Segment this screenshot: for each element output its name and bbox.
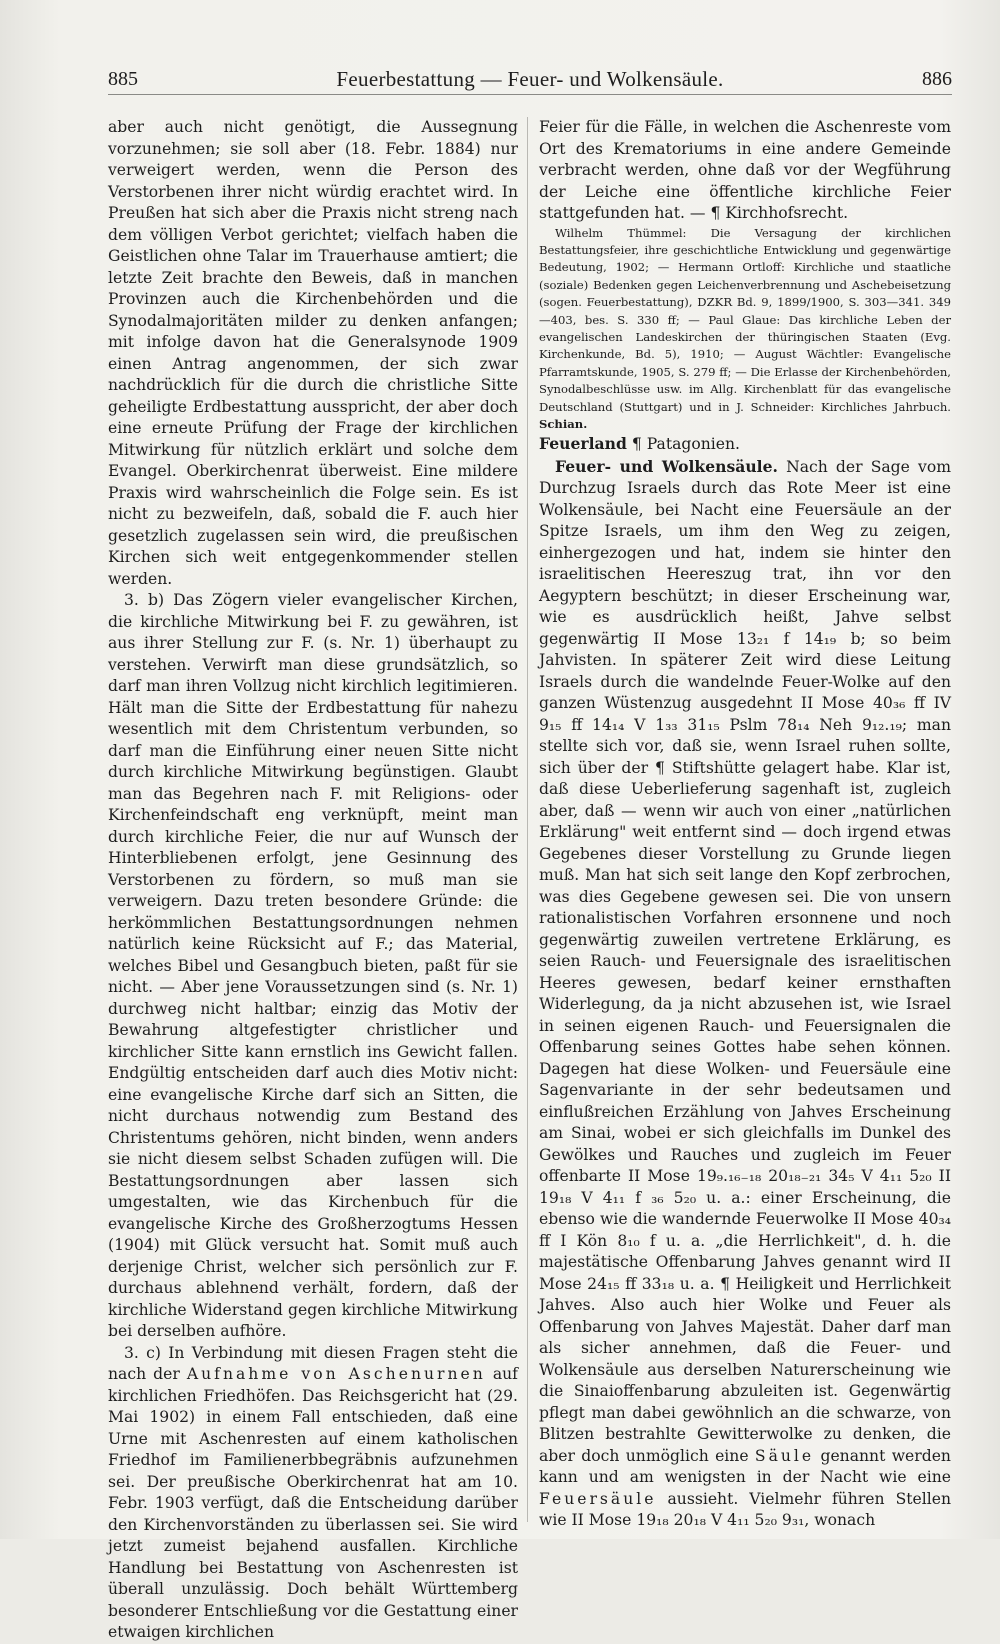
left-column xyxy=(108,117,518,1641)
spaced-term-saeule: Säule xyxy=(754,1446,815,1465)
literature-text: Wilhelm Thümmel: Die Versagung der kirchlichen Bestattungsfeier, ihre geschichtliche Entwicklung und gegenwärtige Bedeutung, 1902; — Hermann Ortloff: Kirchliche und staatliche (soziale) Bedenken gegen Leichenverbrennung und Aschebeisetzung (sogen. Feuerbestattung), DZKR Bd. 9, 1899/1900, S. 303—341. 349—403, bes. S. 330 ff; — Paul Glaue: Das kirchliche Leben der evangelischen Landeskirchen der thüringischen Staaten (Evg. Kirchenkunde, Bd. 5), 1910; — August Wächtler: Evangelische Pfarramtskunde, 1905, S. 279 ff; — Die Erlasse der Kirchenbehörden, Synodalbeschlüsse usw. im Allg. Kirchenblatt für das evangelische Deutschland (Stuttgart) und in J. Schneider: Kirchliches Jahrbuch. xyxy=(539,225,951,414)
paragraph-feier: Feier für die Fälle, in welchen die Aschenreste vom Ort des Krematoriums in eine andere Gemeinde verbracht werden, ohne daß vor der Wegführung der Leiche eine öffentliche kirchliche Feier stattgefunden hat. — ¶ Kirchhofsrecht. xyxy=(539,118,951,222)
entry-feuerland-head: Feuerland xyxy=(539,434,627,454)
running-header xyxy=(108,64,952,95)
paragraph-3c xyxy=(108,1343,518,1644)
entry-feuerland-ref: ¶ Patagonien. xyxy=(631,435,741,454)
entry-fws-head: Feuer- und Wolkensäule. xyxy=(555,456,778,476)
page-number-left: 885 xyxy=(108,67,138,90)
paragraph-3c-start: 3. c) In Verbindung mit diesen Fragen steht die nach der xyxy=(108,1343,518,1383)
entry-feuerland xyxy=(539,433,951,456)
literature-section xyxy=(539,225,951,434)
entry-feuer-und-wolkensaeule xyxy=(539,456,951,1532)
entry-fws-text2: genannt werden kann und am wenigsten in der Nacht wie eine xyxy=(539,1446,951,1487)
page-number-right: 886 xyxy=(921,67,952,90)
column-divider xyxy=(527,117,528,1522)
entry-fws-text: Nach der Sage vom Durchzug Israels durch das Rote Meer ist eine Wolkensäule, bei Nacht eine Feuersäule an der Spitze Israels, um ihm den Weg zu zeigen, einhergezogen und hat, indem sie hinter den israelitischen Heereszug trat, ihn vor den Aegyptern beschützt; in dieser Erscheinung war, wie es ausdrücklich heißt, Jahve selbst gegenwärtig II Mose 13₂₁ f 14₁₉ b; so beim Jahvisten. In späterer Zeit wird diese Leitung Israels durch die wandelnde Feuer-Wolke auf den ganzen Wüstenzug ausgedehnt II Mose 40₃₆ ff IV 9₁₅ ff 14₁₄ V 1₃₃ 31₁₅ Pslm 78₁₄ Neh 9₁₂.₁₉; man stellte sich vor, daß sie, wenn Israel ruhen sollte, sich über der ¶ Stiftshütte gelagert habe. Klar ist, daß diese Ueberlieferung sagenhaft ist, zugleich aber, daß — wenn wir auch von einer „natürlichen Erklärung" weit entfernt sind — doch irgend etwas Gegebenes dieser Vorstellung zu Grunde liegen muß. Man hat sich seit lange den Kopf zerbrochen, was dies Gegebene gewesen sei. Die von unsern rationalistischen Vorfahren ersonnene und noch gegenwärtig zuweilen vertretene Erklärung, es seien Rauch- und Feuersignale des israelitischen Heeres gewesen, bedarf keiner ernsthaften Widerlegung, da ja nicht abzusehen ist, wie Israel in seinen eigenen Rauch- und Feuersignalen die Offenbarung seines Gottes habe sehen können. Dagegen hat diese Wolken- und Feuersäule eine Sagenvariante in der sehr bedeutsamen und einflußreichen Erzählung von Jahves Erscheinung am Sinai, wobei er sich gleichfalls im Dunkel des Gewölkes und Rauches und zugleich im Feuer offenbarte II Mose 19₉.₁₆₋₁₈ 20₁₈₋₂₁ 34₅ V 4₁₁ 5₂₀ II 19₁₈ V 4₁₁ f ₃₆ 5₂₀ u. a.: einer Erscheinung, die ebenso wie die wandernde Feuerwolke II Mose 40₃₄ ff I Kön 8₁₀ f u. a. „die Herrlichkeit", d. h. die majestätische Offenbarung Jahves genannt wird II Mose 24₁₅ ff 33₁₈ u. a. ¶ Heiligkeit und Herrlichkeit Jahves. Also auch hier Wolke und Feuer als Offenbarung von Jahves Majestät. Daher darf man als sicher annehmen, daß die Feuer- und Wolkensäule aus derselben Naturerscheinung wie die Sinaioffenbarung abzuleiten ist. Gegenwärtig pflegt man dabei gewöhnlich an die schwarze, von Blitzen bestrahlte Gewitterwolke zu denken, die aber doch unmöglich eine xyxy=(539,457,951,1465)
literature-author: Schian. xyxy=(539,416,588,431)
spaced-term-feuersaeule: Feuersäule xyxy=(539,1489,657,1508)
right-column xyxy=(539,117,951,1530)
paragraph-3b: 3. b) Das Zögern vieler evangelischer Kirchen, die kirchliche Mitwirkung bei F. zu gewähren, ist aus ihrer Stellung zur F. (s. Nr. 1) überhaupt zu verstehen. Verwirft man diese grundsätzlich, so darf man ihren Vollzug nicht kirchlich legitimieren. Hält man die Sitte der Erdbestattung für nahezu wesentlich mit dem Christentum verbunden, so darf man die Einführung einer neuen Sitte nicht durch kirchliche Mitwirkung begünstigen. Glaubt man das Begehren nach F. mit Religions- oder Kirchenfeindschaft eng verknüpft, meint man durch kirchliche Feier, die nur auf Wunsch der Hinterbliebenen erfolgt, jene Gesinnung des Verstorbenen zu fördern, so muß man sie verweigern. Dazu treten besondere Gründe: die herkömmlichen Bestattungsordnungen nehmen natürlich keine Rücksicht auf F.; das Material, welches Bibel und Gesangbuch bieten, paßt für sie nicht. — Aber jene Voraussetzungen sind (s. Nr. 1) durchweg nicht haltbar; einzig das Motiv der Bewahrung altgefestigter christlicher und kirchlicher Sitte kann ernstlich ins Gewicht fallen. Endgültig entscheiden darf auch dies Motiv nicht: eine evangelische Kirche darf sich an Sitten, die nicht durchaus notwendig zum Bestand des Christentums gehören, nicht binden, wenn anders sie nicht diesem selbst Schaden zufügen will. Die Bestattungsordnungen aber lassen sich umgestalten, wie das Kirchenbuch für die evangelische Kirche des Großherzogtums Hessen (1904) mit Glück versucht hat. Somit muß auch derjenige Christ, welcher sich persönlich zur F. durchaus ablehnend verhält, fordern, daß der kirchliche Widerstand gegen kirchliche Mitwirkung bei derselben aufhöre. xyxy=(108,591,518,1340)
paragraph-3c-rest: auf kirchlichen Friedhöfen. Das Reichsgericht hat (29. Mai 1902) in einem Fall entschieden, daß eine Urne mit Aschenresten auf einem katholischen Friedhof im Familienerbbegräbnis aufzunehmen sei. Der preußische Oberkirchenrat hat am 10. Febr. 1903 verfügt, daß die Entscheidung darüber den Kirchenvorständen zu überlassen sei. Sie wird jetzt zumeist bejahend ausfallen. Kirchliche Handlung bei Bestattung von Aschenresten ist überall unzulässig. Doch behält Württemberg besonderer Entschließung vor die Gestattung einer etwaigen kirchlichen xyxy=(108,1365,518,1641)
spaced-term-aschenurnen: Aufnahme von Aschenurnen xyxy=(186,1365,486,1383)
paragraph-aussegnung: aber auch nicht genötigt, die Aussegnung vorzunehmen; sie soll aber (18. Febr. 1884) nur verweigert werden, wenn die Person des Verstorbenen ihrer nicht würdig erachtet wird. In Preußen hat sich aber die Praxis nicht streng nach dem völligen Verbot gerichtet; vielfach haben die Geistlichen ohne Talar im Trauerhause amtiert; die letzte Zeit brachte den Beweis, daß in manchen Provinzen auch die Kirchenbehörden und die Synodalmajoritäten milder zu denken anfangen; mit infolge davon hat die Generalsynode 1909 einen Antrag angenommen, der sich zwar nachdrücklich für die durch die christliche Sitte geheiligte Erdbestattung ausspricht, der aber doch eine erneute Prüfung der Frage der kirchlichen Mitwirkung für nützlich erklärt und solche dem Evangel. Oberkirchenrat überweist. Eine mildere Praxis wird wahrscheinlich die Folge sein. Es ist nicht zu bezweifeln, daß, sobald die F. auch hier gesetzlich zugelassen sein wird, die preußischen Kirchen sich weit entgegenkommender stellen werden. xyxy=(108,118,518,588)
running-title: Feuerbestattung — Feuer- und Wolkensäule. xyxy=(336,66,724,91)
entry-fws-text3: aussieht. Vielmehr führen Stellen wie II Mose 19₁₈ 20₁₈ V 4₁₁ 5₂₀ 9₃₁, wonach xyxy=(539,1489,951,1530)
